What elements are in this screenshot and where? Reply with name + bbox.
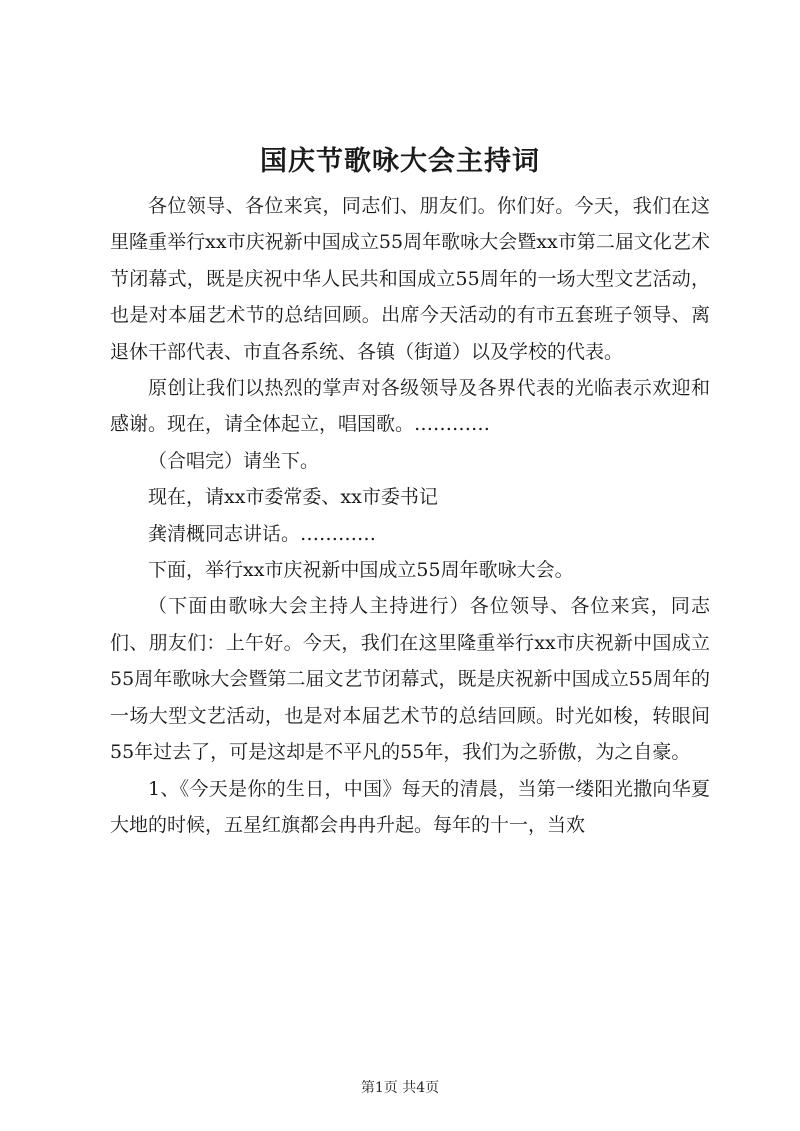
paragraph-welcome: 原创让我们以热烈的掌声对各级领导及各界代表的光临表示欢迎和感谢。现在，请全体起立，唱国歌。…………	[110, 377, 710, 436]
paragraph-host-opening: （下面由歌咏大会主持人主持进行）各位领导、各位来宾，同志们、朋友们：上午好。今天，我们在这里隆重举行xx市庆祝新中国成立55周年歌咏大会暨第二届文艺节闭幕式，既是庆祝新中国成立55周年的一场大型文艺活动，也是对本届艺术节的总结回顾。时光如梭，转眼间55年过去了，可是这却是不平凡的55年，我们为之骄傲，为之自豪。	[110, 595, 710, 764]
document-body	[110, 188, 710, 843]
page-number-footer: 第1页 共4页	[360, 1080, 440, 1096]
document-title: 国庆节歌咏大会主持词	[260, 146, 540, 177]
paragraph-sit-down: （合唱完）请坐下。	[148, 449, 320, 472]
paragraph-speaker-name: 龚清概同志讲话。…………	[148, 522, 377, 545]
paragraph-announcement: 下面，举行xx市庆祝新中国成立55周年歌咏大会。	[148, 559, 574, 582]
paragraph-greeting: 各位领导、各位来宾，同志们、朋友们。你们好。今天，我们在这里隆重举行xx市庆祝新中国成立55周年歌咏大会暨xx市第二届文化艺术节闭幕式，既是庆祝中华人民共和国成立55周年的一场大型文艺活动，也是对本届艺术节的总结回顾。出席今天活动的有市五套班子领导、离退休干部代表、市直各系统、各镇（街道）以及学校的代表。	[110, 195, 710, 363]
paragraph-song-1: 1、《今天是你的生日，中国》每天的清晨，当第一缕阳光撒向华夏大地的时候，五星红旗都会冉冉升起。每年的十一，当欢	[110, 777, 710, 836]
paragraph-speaker-intro: 现在，请xx市委常委、xx市委书记	[148, 486, 438, 509]
